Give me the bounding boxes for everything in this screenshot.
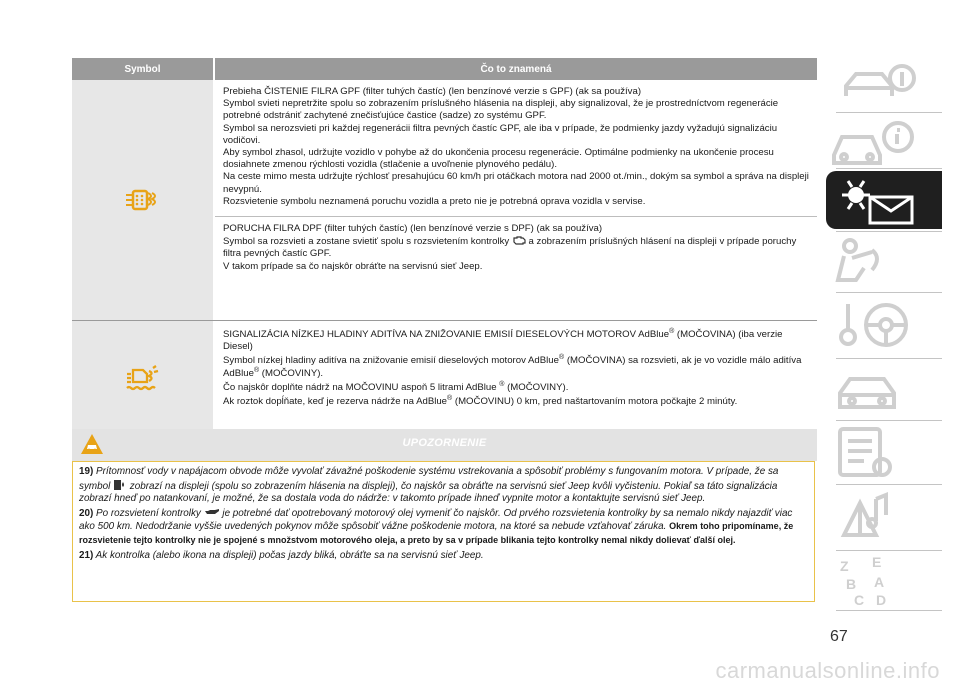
sidebar-divider <box>836 292 942 293</box>
symbol-cell <box>72 80 215 320</box>
sidebar-divider <box>836 484 942 485</box>
warning-item-20: 20) Po rozsvietení kontrolky je potrebné dať opotrebovaný motorový olej vymeniť čo najskôr. Od prvého rozsvietenia kontrolky by sa nemalo nikdy najazdiť viac ako 500 km. Nedodržanie vyššie uvedených pokynov môže spôsobiť vážne poškodenie motora, na ktoré sa nebude vzťahovať záruka. Okrem toho pripomíname, že rozsvietenie tejto kontrolky nie je spojené s množstvom motorového oleja, a preto by sa v prípade blikania tejto kontrolky nemal nikdy dolievať ďalší olej. <box>79 507 794 545</box>
text-paragraph: Symbol sa rozsvieti a zostane svietiť spolu s rozsvietením kontrolky a zobrazením príslušných hlásení na displeji v prípade poruchy filtra pevných častíc GPF. <box>223 236 797 260</box>
gpf-cleaning-title: Prebieha ČISTENIE FILRA GPF (filter tuhých častíc) (len benzínové verzie s GPF) (ak sa používa) <box>223 86 642 97</box>
multimedia-icon <box>826 487 942 545</box>
header-symbol: Symbol <box>72 58 215 80</box>
sidebar-tab-safety[interactable] <box>826 234 942 292</box>
gpf-cleaning-section <box>215 80 817 212</box>
particulate-filter-icon <box>125 187 161 213</box>
watermark: carmanualsonline.info <box>715 658 940 683</box>
sidebar-divider <box>836 231 942 232</box>
svg-text:E: E <box>872 554 882 570</box>
sidebar-divider <box>836 610 942 611</box>
dpf-fault-section <box>215 216 817 277</box>
svg-text:A: A <box>874 574 885 590</box>
warning-light-message-icon <box>826 171 942 229</box>
meaning-cell <box>215 321 817 433</box>
car-info-icon <box>840 62 920 106</box>
page-number: 67 <box>830 628 848 645</box>
sidebar-tab-multimedia[interactable] <box>826 487 942 545</box>
symbol-cell <box>72 321 215 433</box>
seat-airbag-icon <box>826 234 942 292</box>
sidebar-tab-emergency[interactable] <box>826 361 942 419</box>
table-row-gpf <box>72 80 817 320</box>
text-paragraph: Symbol svieti nepretržite spolu so zobrazením príslušného hlásenia na displeji, aby signalizoval, že je prostredníctvom regenerácie potrebné odstrániť zachytené znečisťujúce častice (sadze) zo systému GPF. <box>223 98 779 122</box>
sidebar-divider <box>836 420 942 421</box>
header-meaning: Čo to znamená <box>480 63 552 75</box>
oil-can-icon <box>204 508 220 516</box>
text-paragraph: Rozsvietenie symbolu neznamená poruchu vozidla a preto nie je potrebná oprava vozidla v servise. <box>223 195 646 207</box>
text-paragraph: Aby symbol zhasol, udržujte vozidlo v pohybe až do ukončenia procesu regenerácie. Optimálne podmienky na ukončenie procesu dosiahnete zmenou rýchlosti vozidla (stlačenie a uvoľnenie plynového pedálu). <box>223 147 774 171</box>
table-header <box>72 58 817 80</box>
warning-title: UPOZORNENIE <box>402 437 487 449</box>
table-row-adblue <box>72 320 817 434</box>
symbol-table <box>72 58 817 434</box>
water-in-fuel-icon <box>113 479 127 491</box>
sidebar-divider <box>836 550 942 551</box>
dashboard-info-icon <box>826 115 942 167</box>
text-paragraph: Na ceste mimo mesta udržujte rýchlosť presahujúcu 60 km/h pri otáčkach motora nad 2000 ot./min., dokým sa symbol a správa na displeji nevypnú. <box>223 171 809 195</box>
meaning-cell <box>215 80 817 320</box>
alphabet-index-icon <box>826 553 942 611</box>
warning-item-21: 21) Ak kontrolka (alebo ikona na displeji) počas jazdy bliká, obráťte sa na servisnú sieť Jeep. <box>79 549 484 561</box>
sidebar-tab-index[interactable] <box>826 553 942 611</box>
text-paragraph: Symbol sa nerozsvieti pri každej regenerácii filtra pevných častíc GPF, ale iba v prípade, že podmienky jazdy vyžadujú signalizáciu vodičovi. <box>223 122 778 146</box>
sidebar-tab-dashboard[interactable] <box>826 115 942 173</box>
warning-body <box>72 461 815 602</box>
adblue-title: SIGNALIZÁCIA NÍZKEJ HLADINY ADITÍVA NA ZNIŽOVANIE EMISIÍ DIESELOVÝCH MOTOROV AdBlue® (MOČOVINA) (iba verzie Diesel) <box>223 327 783 353</box>
adblue-level-icon <box>123 362 163 392</box>
sidebar-tab-maintenance[interactable] <box>826 423 942 481</box>
sidebar-divider <box>836 358 942 359</box>
service-checklist-icon <box>826 423 942 481</box>
engine-warning-icon <box>512 235 526 245</box>
sidebar-tab-driving[interactable] <box>826 295 942 353</box>
warning-item-19: 19) Prítomnosť vody v napájacom obvode môže vyvolať závažné poškodenie systému vstrekovania a spôsobiť problémy s fungovaním motora. V prípade, že sa symbol zobrazí na displeji (spolu so zobrazením hlásenia na displeji), čo najskôr sa obráťte na servisnú sieť Jeep kvôli vyčisteniu. Pokiaľ sa táto signalizácia zobrazí hneď po natankovaní, je možné, že sa dostala voda do nádrže: v takomto prípade ihneď vypnite motor a kontaktujte servisnú sieť Jeep. <box>79 466 779 505</box>
sidebar-divider <box>836 168 942 169</box>
svg-text:Z: Z <box>840 558 849 574</box>
key-steering-wheel-icon <box>826 295 942 353</box>
text-paragraph: Čo najskôr doplňte nádrž na MOČOVINU aspoň 5 litrami AdBlue ® (MOČOVINY). <box>223 380 569 393</box>
sidebar-divider <box>836 112 942 113</box>
dpf-fault-title: PORUCHA FILRA DPF (filter tuhých častíc) (len benzínové verzie s DPF) (ak sa používa) <box>223 223 603 235</box>
svg-text:B: B <box>846 576 857 592</box>
text-paragraph: Ak roztok dopĺňate, keď je rezerva nádrže na AdBlue® (MOČOVINU) 0 km, pred naštartovaním motora počkajte 2 minúty. <box>223 394 738 408</box>
svg-text:C: C <box>854 592 865 608</box>
text-paragraph: Symbol nízkej hladiny aditíva na znižovanie emisií dieselových motorov AdBlue® (MOČOVINA) sa rozsvieti, ak je vo vozidle málo aditíva AdBlue® (MOČOVINY). <box>223 354 802 379</box>
text-paragraph: V takom prípade sa čo najskôr obráťte na servisnú sieť Jeep. <box>223 260 483 272</box>
emergency-car-icon <box>826 361 942 419</box>
warning-header <box>72 429 817 461</box>
svg-text:D: D <box>876 592 887 608</box>
sidebar-tab-warning-lights[interactable] <box>826 171 942 229</box>
